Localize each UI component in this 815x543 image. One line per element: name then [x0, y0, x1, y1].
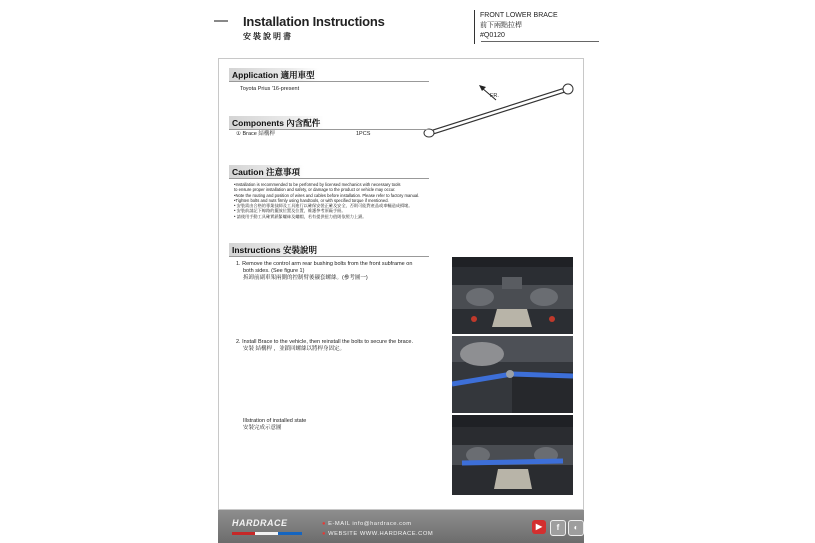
installed-state-photo	[452, 415, 573, 495]
step-1-text: 1. Remove the control arm rear bushing bolts from the front subframe on	[236, 261, 413, 267]
component-qty: 1PCS	[356, 131, 371, 137]
step-2-text: 2. Install Brace to the vehicle, then reinstall the bolts to secure the brace.	[236, 339, 414, 345]
product-name: FRONT LOWER BRACE	[480, 12, 558, 19]
caution-title: Caution 注意事項	[229, 165, 304, 178]
components-title: Components 內含配件	[229, 116, 324, 129]
figure-2-photo	[452, 336, 573, 413]
application-title: Application 適用車型	[229, 68, 319, 81]
instructions-rule	[229, 256, 429, 257]
step-1	[236, 261, 412, 282]
contact-info: ● E-MAIL info@hardrace.com ● WEBSITE WWW.HARDRACE.COM	[322, 521, 434, 537]
installed-photo-image	[452, 415, 573, 495]
instructions-title: Instructions 安裝說明	[229, 243, 321, 256]
brace-end-left	[424, 129, 434, 137]
caution-line: • 安裝需由合格的專業技師及工具進行以確保安裝正確及安全，否則可能對產品或車輛造成損壞。	[234, 203, 413, 209]
vehicle-fitment: Toyota Prius '16-present	[240, 86, 300, 92]
direction-label: FR.	[490, 93, 499, 99]
page-title: Installation Instructions	[243, 14, 385, 29]
brace-install-photo-image	[452, 336, 573, 413]
wechat-icon[interactable]: ◐	[568, 520, 584, 536]
footer-website[interactable]: WEBSITE WWW.HARDRACE.COM	[328, 531, 434, 537]
brace-diagram	[420, 78, 580, 143]
application-rule	[229, 81, 429, 82]
header-divider	[474, 10, 475, 44]
facebook-icon[interactable]: f	[550, 520, 566, 536]
product-name-zh: 前下兩點拉桿	[480, 22, 522, 29]
header-rule	[481, 41, 599, 42]
brand-stripe	[232, 532, 302, 535]
step-2-text-zh: 安裝 結構桿 ，並鎖回螺絲以將桿身固定。	[243, 346, 346, 352]
brand-logo: HARDRACE	[232, 518, 288, 528]
caution-line: •Installation is recommended to be performed by licensed mechanics with necessary tools	[234, 182, 401, 187]
caution-line: to ensure proper installation and safety, or damage to the product or vehicle may occur.	[234, 187, 396, 193]
page-subtitle: 安裝說明書	[243, 32, 293, 41]
step-1-text-zh: 拆卸前副車架兩側的控制臂後襯套螺絲。(參考圖一)	[243, 275, 368, 281]
figure-1-photo	[452, 257, 573, 334]
brace-bar	[430, 89, 568, 133]
illustration-caption	[243, 418, 306, 432]
subframe-photo-image	[452, 257, 573, 334]
footer-email[interactable]: E-MAIL info@hardrace.com	[328, 521, 412, 527]
part-number: #Q0120	[480, 32, 505, 39]
caution-line: • 請使用手動工具確實鎖緊螺絲及螺帽，若有提供扭力值則依照力上鎖。	[234, 213, 367, 219]
caution-list	[234, 182, 419, 219]
caution-line: • 安裝前請記下線路的擺放位置及位置，維護參考原廠手冊。	[234, 208, 346, 214]
illustration-caption-zh: 安裝完成示意圖	[243, 425, 282, 431]
caution-rule	[229, 178, 429, 179]
caution-line: •Tighten bolts and nuts firmly using handtools, or with specified torque if mentioned.	[234, 197, 389, 203]
product-info	[480, 11, 558, 41]
caution-line: •Note the routing and position of wires and cables before installation. Please refer to factory manual.	[234, 192, 420, 198]
youtube-icon[interactable]: ▶	[532, 520, 546, 534]
illustration-caption-en: Illstration of installed state	[243, 418, 307, 424]
step-2	[236, 339, 413, 353]
component-name: ① Brace 結構桿	[236, 131, 275, 137]
footer	[218, 510, 584, 543]
brace-end-right	[563, 84, 573, 94]
components-rule	[229, 129, 429, 130]
step-1-text-cont: both sides. (See figure 1)	[243, 268, 305, 274]
corner-mark	[214, 20, 228, 22]
